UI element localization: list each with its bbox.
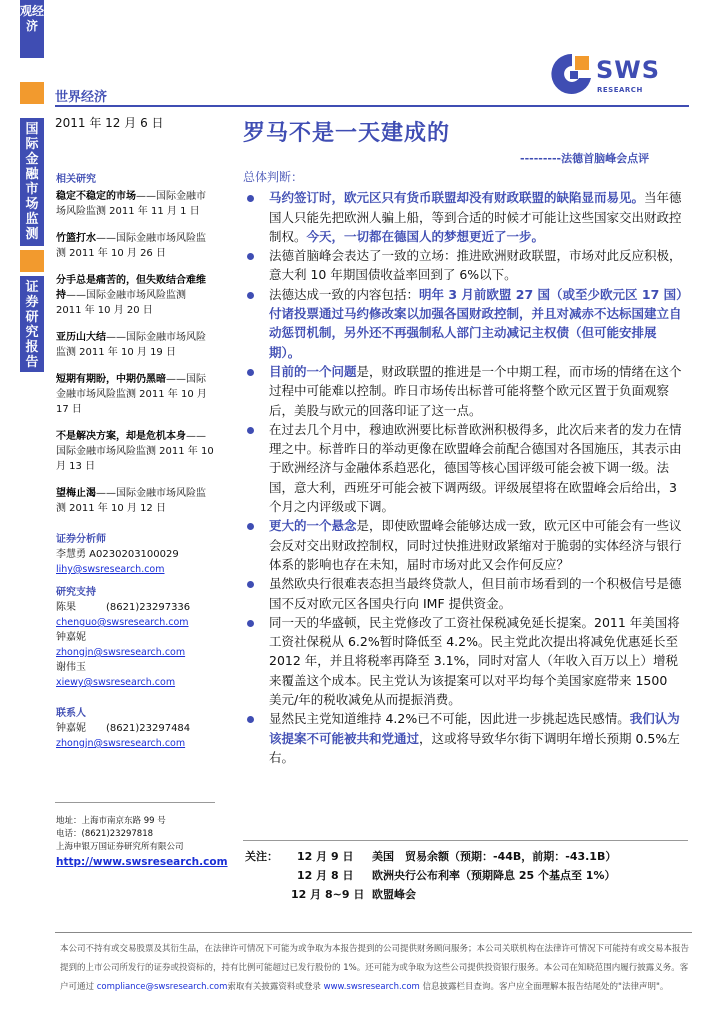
analyst-heading: 证券分析师 bbox=[56, 534, 106, 545]
vertical-label-monitor: 国际金融市场监测 bbox=[20, 118, 44, 246]
contact-person: 钟嘉妮 (8621)23297484 bbox=[56, 723, 191, 734]
bullet-dot-icon bbox=[247, 581, 254, 588]
related-heading: 相关研究 bbox=[56, 174, 96, 185]
page-title: 罗马不是一天建成的 bbox=[243, 121, 451, 146]
related-item[interactable]: 竹篮打水——国际金融市场风险监测 2011 年 10 月 26 日 bbox=[56, 233, 206, 259]
bullet-text: 今天，一切都在德国人的梦想更近了一步。 bbox=[306, 228, 545, 244]
bullet-text: 我们认为该提案不可能被共和党通过 bbox=[269, 711, 680, 746]
orange-strip bbox=[20, 82, 44, 104]
phone-line: 电话：(8621)23297818 bbox=[56, 829, 154, 839]
bullet-item bbox=[243, 285, 683, 362]
related-research bbox=[56, 172, 214, 751]
header-rule bbox=[55, 105, 689, 107]
bullet-item bbox=[243, 420, 683, 516]
contact-email-link[interactable]: zhongjn@swsresearch.com bbox=[56, 738, 186, 749]
bullet-text: 在过去几个月中，穆迪欧洲要比标普欧洲积极得多，此次后来者的发力在情理之中。标普昨日的举动更像在欧盟峰会前配合德国对各国施压，其表示由于欧洲经济与金融体系趋恶化，德国等核心国评级可能会被下调一级。法国，意大利，西班牙可能会被下调两级。评级展望将在欧盟峰会后给出，3 个月之内评级或下调。 bbox=[269, 421, 682, 515]
support-person: 谢伟玉 bbox=[56, 662, 86, 673]
bullet-text: 法德达成一致的内容包括： bbox=[269, 286, 420, 302]
main-body bbox=[243, 168, 683, 767]
bullet-dot-icon bbox=[247, 292, 254, 299]
disclaimer: 本公司不持有或交易股票及其衍生品，在法律许可情况下可能为或争取为本报告提到的公司提供财务顾问服务；本公司关联机构在法律许可情况下可能持有或交易本报告提到的上市公司所发行的证券或投资标的，持有比例可能超过已发行股份的 1%。还可能为或争取为这些公司提供投资银行服务。本公司在知晓范围内履行披露义务。客户可通过 compliance@swsresearch.com索取有关披露资料或登录 www.swsresearch.com 信息披露栏目查询。客户应全面理解本报告结尾处的"法律声明"。 bbox=[60, 944, 690, 992]
bullet-text: 明年 3 月前欧盟 27 国（或至少欧元区 17 国）付诸投票通过马约修改案以加强各国财政控制，并且对减赤不达标国建立自动惩罚机制，另外还不再强制私人部门主动减记主权债（但可能安排展期）。 bbox=[269, 286, 683, 360]
calendar-event: 欧洲央行公布利率（预期降息 25 个基点至 1%） bbox=[372, 869, 616, 882]
sws-logo-icon bbox=[551, 52, 593, 98]
bullet-text: 是，财政联盟的推进是一个中期工程，而市场的情绪在这个过程中可能难以控制。昨日市场传出标普可能将整个欧元区置于负面观察后，美股与欧元的回落印证了这一点。 bbox=[269, 363, 682, 418]
top-tab: 观经济 bbox=[20, 0, 44, 58]
bullet-text: 法德首脑峰会表达了一致的立场：推进欧洲财政联盟，市场对此反应积极，意大利 10 年期国债收益率回到了 6%以下。 bbox=[269, 248, 682, 283]
website-link[interactable]: http://www.swsresearch.com bbox=[56, 856, 228, 868]
bullet-list bbox=[243, 188, 683, 767]
calendar-date: 12 月 8~9 日 bbox=[291, 888, 365, 901]
calendar-rule bbox=[243, 840, 688, 841]
bullet-text: 更大的一个悬念 bbox=[269, 518, 357, 534]
related-item[interactable]: 分手总是痛苦的，但失败结合难维持——国际金融市场风险监测 2011 年 10 月 20 日 bbox=[56, 275, 206, 316]
bullet-text: 显然民主党知道维持 4.2%已不可能，因此进一步挑起选民感情。 bbox=[269, 711, 630, 727]
bullet-item bbox=[243, 516, 683, 574]
bullet-text: ，这或将导致华尔街下调明年增长预期 0.5%左右。 bbox=[269, 730, 680, 765]
calendar-label: 关注： bbox=[245, 850, 278, 863]
bullet-item bbox=[243, 574, 683, 613]
address-line: 地址：上海市南京东路 99 号 bbox=[56, 816, 166, 826]
analyst-email-link[interactable]: lihy@swsresearch.com bbox=[56, 564, 165, 575]
logo-sub: RESEARCH bbox=[597, 86, 643, 94]
related-item[interactable]: 亚历山大结——国际金融市场风险监测 2011 年 10 月 19 日 bbox=[56, 332, 206, 358]
bullet-dot-icon bbox=[247, 620, 254, 627]
sidebar-rule bbox=[55, 802, 215, 803]
bullet-item bbox=[243, 362, 683, 420]
related-item[interactable]: 望梅止渴——国际金融市场风险监测 2011 年 10 月 12 日 bbox=[56, 488, 206, 514]
compliance-email-link[interactable]: compliance@swsresearch.com bbox=[96, 982, 228, 992]
support-email-link[interactable]: xiewy@swsresearch.com bbox=[56, 677, 176, 688]
vertical-label-report: 证券研究报告 bbox=[20, 276, 44, 372]
bullet-text: 当年德国人只能先把欧洲人骗上船，等到合适的时候才可能让这些国家交出财政控制权。 bbox=[269, 190, 682, 244]
bullet-text: 虽然欧央行很难表态担当最终贷款人，但目前市场看到的一个积极信号是德国不反对欧元区各国央行向 IMF 提供资金。 bbox=[269, 576, 682, 611]
intro-label: 总体判断： bbox=[243, 170, 304, 184]
bullet-text: 是，即使欧盟峰会能够达成一致，欧元区中可能会有一些议会反对交出财政控制权，同时过快推进财政紧缩对于脆弱的实体经济与银行体系的影响也存在未知，届时市场对此又会作何反应？ bbox=[269, 518, 682, 572]
calendar-event: 美国 贸易余额（预期：-44B，前期：-43.1B） bbox=[372, 850, 617, 863]
support-email-link[interactable]: zhongjn@swsresearch.com bbox=[56, 647, 186, 658]
bullet-text: 目前的一个问题 bbox=[269, 363, 357, 379]
address-block bbox=[56, 815, 228, 870]
bullet-dot-icon bbox=[247, 253, 254, 260]
section-label: 世界经济 bbox=[55, 90, 108, 105]
logo-name: SWS bbox=[596, 56, 661, 84]
bullet-item bbox=[243, 613, 683, 709]
orange-strip-2 bbox=[20, 250, 44, 272]
page-subtitle: ---------法德首脑峰会点评 bbox=[520, 152, 650, 165]
bullet-dot-icon bbox=[247, 716, 254, 723]
support-person: 陈果 (8621)23297336 bbox=[56, 602, 191, 613]
bullet-dot-icon bbox=[247, 523, 254, 530]
bullet-dot-icon bbox=[247, 195, 254, 202]
bullet-dot-icon bbox=[247, 369, 254, 376]
bullet-text: 马约签订时，欧元区只有货币联盟却没有财政联盟的缺陷显而易见。 bbox=[269, 190, 645, 206]
disclosure-site-link[interactable]: www.swsresearch.com bbox=[323, 982, 420, 992]
related-item[interactable]: 短期有期盼，中期仍黑暗——国际金融市场风险监测 2011 年 10 月 17 日 bbox=[56, 374, 207, 415]
support-heading: 研究支持 bbox=[56, 587, 96, 598]
support-person: 钟嘉妮 bbox=[56, 632, 86, 643]
calendar-date: 12 月 9 日 bbox=[297, 850, 354, 863]
footer-rule bbox=[55, 932, 692, 933]
bullet-dot-icon bbox=[247, 427, 254, 434]
bullet-text: 同一天的华盛顿，民主党修改了工资社保税减免延长提案。2011 年美国将工资社保税从 6.2%暂时降低至 4.2%。民主党此次提出将减免优惠延长至 2012 年，并且将税率再降至 3.1%，同时对富人（年收入百万以上）增税来覆盖这个成本。民主党认为该提案可以对平均每个美国家庭带来 1500 美元/年的税收减免从而提振消费。 bbox=[269, 614, 680, 708]
analyst-name: 李慧勇 A0230203100029 bbox=[56, 549, 179, 560]
related-item[interactable]: 稳定不稳定的市场——国际金融市场风险监测 2011 年 11 月 1 日 bbox=[56, 191, 206, 217]
calendar-date: 12 月 8 日 bbox=[297, 869, 354, 882]
related-item[interactable]: 不是解决方案，却是危机本身——国际金融市场风险监测 2011 年 10 月 13 日 bbox=[56, 431, 214, 472]
support-email-link[interactable]: chenguo@swsresearch.com bbox=[56, 617, 189, 628]
calendar-event: 欧盟峰会 bbox=[372, 888, 416, 901]
contact-heading: 联系人 bbox=[56, 708, 86, 719]
bullet-item bbox=[243, 246, 683, 285]
company-line: 上海申银万国证券研究所有限公司 bbox=[56, 842, 184, 852]
bullet-item bbox=[243, 709, 683, 767]
bullet-item bbox=[243, 188, 683, 246]
report-date: 2011 年 12 月 6 日 bbox=[55, 116, 164, 130]
